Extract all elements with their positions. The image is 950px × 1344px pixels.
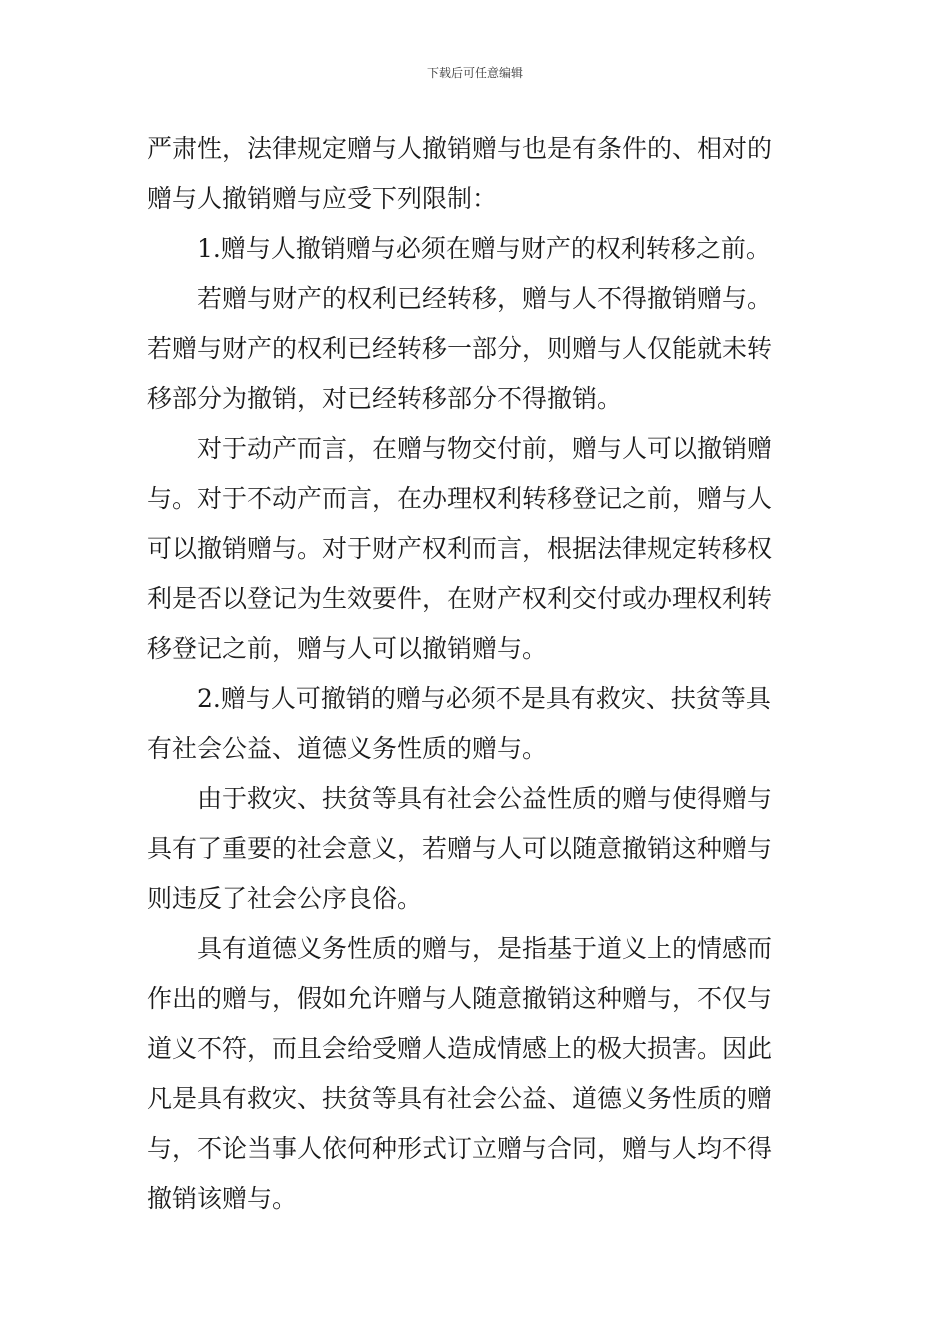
text-line: 与，不论当事人依何种形式订立赠与合同，赠与人均不得 (147, 1134, 773, 1163)
text-line: 撤销该赠与。 (147, 1184, 298, 1213)
text-line: 有社会公益、道德义务性质的赠与。 (147, 734, 548, 763)
text-line: 赠与人撤销赠与应受下列限制： (147, 184, 498, 213)
text-line: 作出的赠与，假如允许赠与人随意撤销这种赠与，不仅与 (147, 984, 773, 1013)
text-line: 2.赠与人可撤销的赠与必须不是具有救灾、扶贫等具 (197, 684, 771, 713)
text-line: 1.赠与人撤销赠与必须在赠与财产的权利转移之前。 (197, 234, 771, 263)
text-line: 由于救灾、扶贫等具有社会公益性质的赠与使得赠与 (197, 784, 773, 813)
text-line: 严肃性，法律规定赠与人撤销赠与也是有条件的、相对的 (147, 134, 773, 163)
text-line: 道义不符，而且会给受赠人造成情感上的极大损害。因此 (147, 1034, 773, 1063)
text-line: 具有了重要的社会意义，若赠与人可以随意撤销这种赠与 (147, 834, 773, 863)
text-line: 则违反了社会公序良俗。 (147, 884, 423, 913)
text-line: 若赠与财产的权利已经转移，赠与人不得撤销赠与。 (197, 284, 773, 313)
header-note: 下载后可任意编辑 (426, 66, 523, 80)
text-line: 若赠与财产的权利已经转移一部分，则赠与人仅能就未转 (147, 334, 773, 363)
text-line: 可以撤销赠与。对于财产权利而言，根据法律规定转移权 (147, 534, 773, 563)
text-line: 凡是具有救灾、扶贫等具有社会公益、道德义务性质的赠 (147, 1084, 773, 1113)
text-line: 对于动产而言，在赠与物交付前，赠与人可以撤销赠 (197, 434, 773, 463)
text-line: 利是否以登记为生效要件，在财产权利交付或办理权利转 (147, 584, 773, 613)
text-line: 移登记之前，赠与人可以撤销赠与。 (147, 634, 548, 663)
text-line: 移部分为撤销，对已经转移部分不得撤销。 (147, 384, 623, 413)
text-line: 具有道德义务性质的赠与，是指基于道义上的情感而 (197, 934, 773, 963)
text-line: 与。对于不动产而言，在办理权利转移登记之前，赠与人 (147, 484, 773, 513)
